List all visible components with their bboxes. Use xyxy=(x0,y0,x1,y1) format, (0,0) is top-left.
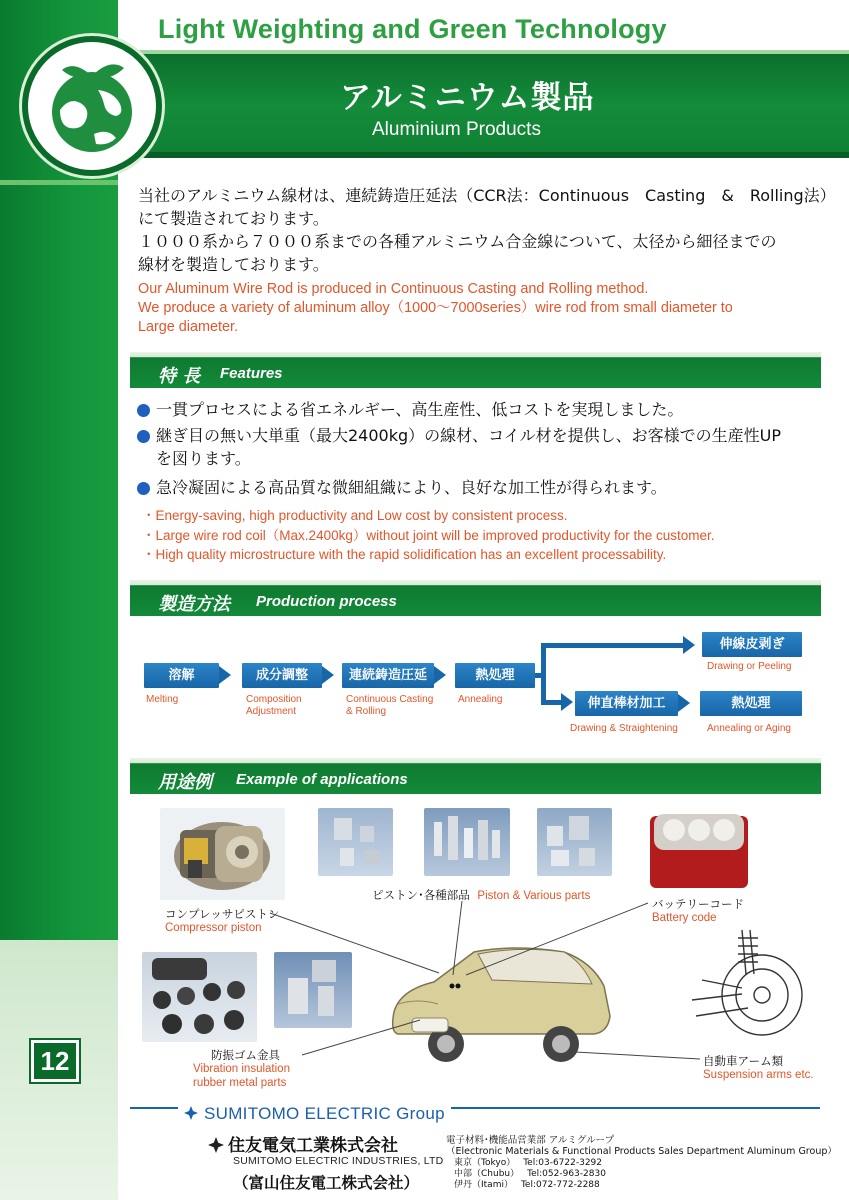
company-name-jp: 住友電気工業株式会社 xyxy=(208,1131,398,1156)
department-info: 電子材料･機能品営業部 アルミグループ （Electronic Materials & Functional Products Sales Department Aluminum Group） xyxy=(446,1135,837,1158)
intro-jp-line: 当社のアルミニウム線材は、連続鋳造圧延法（CCR法：Continuous Casting & Rolling法） xyxy=(138,186,836,205)
process-step-melting: 溶解 xyxy=(144,663,219,688)
page-title-jp: アルミニウム製品 xyxy=(340,80,595,116)
intro-en-line: We produce a variety of aluminum alloy（1000～7000series）wire rod from small diameter to xyxy=(138,300,733,316)
features-heading-en: Features xyxy=(220,365,283,382)
office-row: 東京（Tokyo） Tel:03-6722-3292 xyxy=(454,1158,602,1168)
applications-heading-en: Example of applications xyxy=(236,771,408,788)
list-item: 継ぎ目の無い大単重（最大2400kg）の線材、コイル材を提供し、お客様での生産性UP を図ります。 xyxy=(137,424,827,470)
intro-en-line: Large diameter. xyxy=(138,319,238,335)
intro-jp-line: １０００系から７０００系までの各種アルミニウム合金線について、太径から細径までの xyxy=(138,232,777,251)
sumitomo-logo-icon xyxy=(208,1137,224,1153)
process-label: Continuous Casting & Rolling xyxy=(346,694,434,717)
list-item: ・High quality microstructure with the rapid solidification has an excellent processability. xyxy=(142,547,667,562)
process-label: Annealing xyxy=(458,694,503,705)
process-label: Drawing & Straightening xyxy=(570,723,678,734)
suspension-label: 自動車アーム類 Suspension arms etc. xyxy=(703,1054,814,1081)
office-row: 伊丹（Itami） Tel:072-772-2288 xyxy=(454,1179,600,1190)
process-step-drawing-peeling: 伸線皮剥ぎ xyxy=(702,632,802,657)
list-item: ・Large wire rod coil（Max.2400kg）without joint will be improved productivity for the customer. xyxy=(142,527,715,543)
process-step-annealing: 熱処理 xyxy=(455,663,535,688)
page-number: 12 xyxy=(31,1040,79,1082)
page-title-en: Aluminium Products xyxy=(372,119,541,140)
list-item: ・Energy-saving, high productivity and Low cost by consistent process. xyxy=(142,508,568,523)
process-label: Melting xyxy=(146,694,179,705)
applications-heading-jp: 用途例 xyxy=(158,772,212,793)
process-step-composition: 成分調整 xyxy=(242,663,322,688)
battery-label: バッテリーコード Battery code xyxy=(652,897,744,924)
process-heading-en: Production process xyxy=(256,593,397,610)
features-heading-jp: 特 長 xyxy=(158,366,201,387)
piston-label: ピストン･各種部品 Piston & Various parts xyxy=(372,888,591,902)
office-contacts xyxy=(454,1158,606,1190)
process-step-straightening: 伸直棒材加工 xyxy=(575,691,678,716)
office-row: 中部（Chubu） Tel:052-963-2830 xyxy=(454,1168,606,1179)
list-item: 一貫プロセスによる省エネルギー、高生産性、低コストを実現しました。 xyxy=(137,398,827,421)
list-item: 急冷凝固による高品質な微細組織により、良好な加工性が得られます。 xyxy=(137,476,827,499)
compressor-label: コンプレッサピストン Compressor piston xyxy=(165,907,280,934)
sumitomo-logo-icon xyxy=(184,1105,198,1119)
footer-group-brand: SUMITOMO ELECTRIC Group xyxy=(178,1104,451,1124)
process-label: Annealing or Aging xyxy=(707,723,791,734)
process-step-aging: 熱処理 xyxy=(700,691,802,716)
company-name-en: SUMITOMO ELECTRIC INDUSTRIES, LTD xyxy=(233,1155,444,1167)
vibration-label: 防振ゴム金具 Vibration insulation rubber metal parts xyxy=(193,1048,290,1089)
intro-en-line: Our Aluminum Wire Rod is produced in Continuous Casting and Rolling method. xyxy=(138,281,649,297)
process-label: Composition Adjustment xyxy=(246,694,302,717)
brand-title: Light Weighting and Green Technology xyxy=(158,14,667,44)
company-subsidiary: （富山住友電工株式会社） xyxy=(233,1174,420,1192)
intro-jp-line: 線材を製造しております。 xyxy=(138,255,329,274)
process-heading-jp: 製造方法 xyxy=(158,594,230,615)
process-label: Drawing or Peeling xyxy=(707,661,792,672)
process-step-casting: 連続鋳造圧延 xyxy=(342,663,434,688)
intro-jp-line: にて製造されております。 xyxy=(138,209,329,228)
